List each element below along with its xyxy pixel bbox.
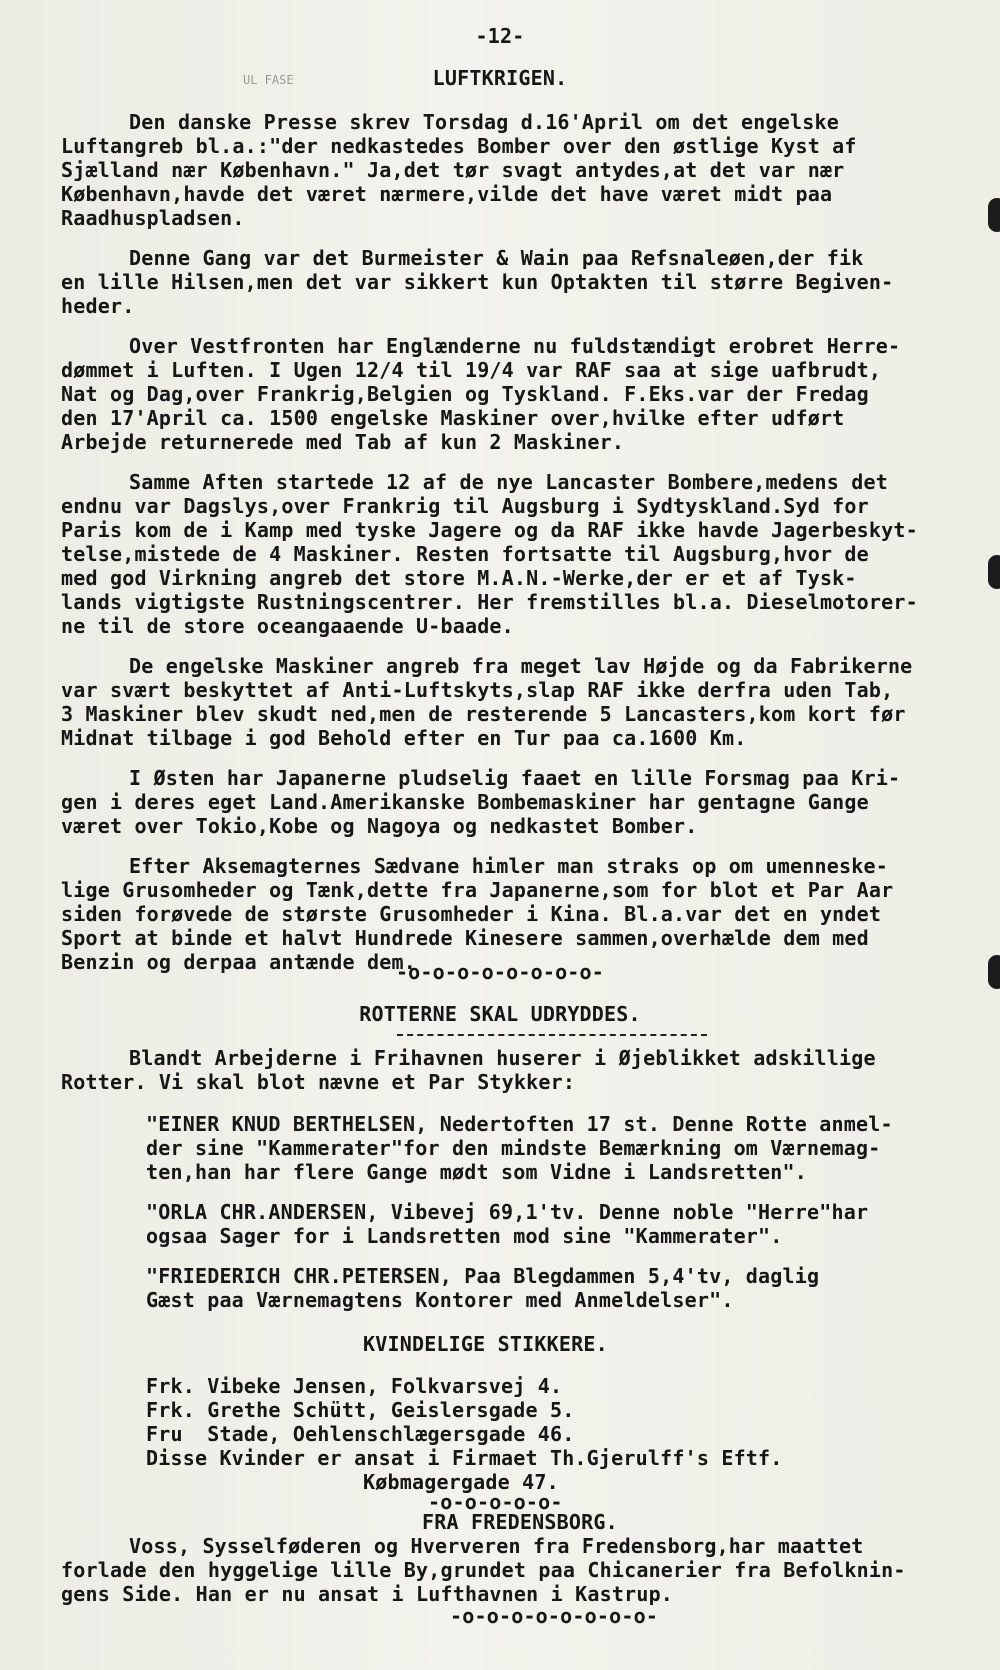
section-separator: -o-o-o-o-o-o-o-o-	[395, 960, 605, 984]
text-line: Midnat tilbage i god Behold efter en Tur paa ca.1600 Km.	[61, 726, 747, 750]
section-title-luftkrigen: LUFTKRIGEN.	[432, 66, 568, 90]
text-line: Sport at binde et halvt Hundrede Kinesere sammen,overhælde dem med	[61, 926, 869, 950]
text-line: Gæst paa Værnemagtens Kontorer med Anmeldelser".	[146, 1288, 734, 1312]
text-line: ten,han har flere Gange mødt som Vidne i Landsretten".	[146, 1160, 808, 1184]
text-line: "FRIEDERICH CHR.PETERSEN, Paa Blegdammen 5,4'tv, daglig	[146, 1264, 820, 1288]
text-line: Blandt Arbejderne i Frihavnen huserer i Øjeblikket adskillige	[129, 1046, 876, 1070]
text-line: Samme Aften startede 12 af de nye Lancaster Bombere,medens det	[129, 470, 888, 494]
text-line: endnu var Dagslys,over Frankrig til Augsburg i Sydtyskland.Syd for	[61, 494, 869, 518]
text-line: "ORLA CHR.ANDERSEN, Vibevej 69,1'tv. Denne noble "Herre"har	[146, 1200, 869, 1224]
text-line: 3 Maskiner blev skudt ned,men de resterende 5 Lancasters,kom kort før	[61, 702, 906, 726]
page-number: -12-	[475, 24, 525, 48]
list-item: Købmagergade 47.	[363, 1470, 559, 1494]
title-underline	[397, 1034, 707, 1036]
text-line: lige Grusomheder og Tænk,dette fra Japanerne,som for blot et Par Aar	[61, 878, 894, 902]
section-title-rotterne: ROTTERNE SKAL UDRYDDES.	[359, 1002, 641, 1026]
section-separator: -o-o-o-o-o-o-o-o-	[450, 1604, 659, 1628]
text-line: Den danske Presse skrev Torsdag d.16'April om det engelske	[129, 110, 839, 134]
faint-mark: UL FASE	[243, 73, 294, 87]
list-item: Disse Kvinder er ansat i Firmaet Th.Gjerulff's Eftf.	[146, 1446, 783, 1470]
text-line: I Østen har Japanerne pludselig faaet en lille Forsmag paa Kri-	[129, 766, 901, 790]
text-line: telse,mistede de 4 Maskiner. Resten fortsatte til Augsburg,hvor de	[61, 542, 869, 566]
text-line: Rotter. Vi skal blot nævne et Par Stykker:	[61, 1070, 576, 1094]
text-line: Arbejde returnerede med Tab af kun 2 Maskiner.	[61, 430, 625, 454]
text-line: Over Vestfronten har Englænderne nu fuldstændigt erobret Herre-	[129, 334, 901, 358]
list-item: Frk. Grethe Schütt, Geislersgade 5.	[146, 1398, 575, 1422]
text-line: med god Virkning angreb det store M.A.N.-Werke,der er et af Tysk-	[61, 566, 857, 590]
list-item: Frk. Vibeke Jensen, Folkvarsvej 4.	[146, 1374, 563, 1398]
text-line: ne til de store oceangaaende U-baade.	[61, 614, 514, 638]
text-line: heder.	[61, 294, 135, 318]
text-line: forlade den hyggelige lille By,grundet paa Chicanerier fra Befolknin-	[61, 1558, 906, 1582]
list-item: Fru Stade, Oehlenschlægersgade 46.	[146, 1422, 575, 1446]
punch-hole	[988, 198, 1000, 232]
text-line: siden forøvede de største Grusomheder i Kina. Bl.a.var det en yndet	[61, 902, 882, 926]
text-line: Voss, Sysselføderen og Hververen fra Fredensborg,har maattet	[129, 1534, 864, 1558]
section-title-stikkere: KVINDELIGE STIKKERE.	[363, 1332, 608, 1356]
text-line: Benzin og derpaa antænde dem.	[61, 950, 416, 974]
text-line: De engelske Maskiner angreb fra meget lav Højde og da Fabrikerne	[129, 654, 913, 678]
text-line: København,havde det været nærmere,vilde det have været midt paa	[61, 182, 833, 206]
text-line: Denne Gang var det Burmeister & Wain paa Refsnaleøen,der fik	[129, 246, 864, 270]
text-line: gen i deres eget Land.Amerikanske Bombemaskiner har gentagne Gange	[61, 790, 869, 814]
text-line: lands vigtigste Rustningscentrer. Her fremstilles bl.a. Dieselmotorer-	[61, 590, 918, 614]
text-line: Paris kom de i Kamp med tyske Jagere og da RAF ikke havde Jagerbeskyt-	[61, 518, 918, 542]
text-line: Nat og Dag,over Frankrig,Belgien og Tyskland. F.Eks.var der Fredag	[61, 382, 869, 406]
punch-hole	[988, 555, 1000, 589]
text-line: "EINER KNUD BERTHELSEN, Nedertoften 17 st. Denne Rotte anmel-	[146, 1112, 893, 1136]
section-title-fredensborg: FRA FREDENSBORG.	[422, 1510, 618, 1534]
text-line: den 17'April ca. 1500 engelske Maskiner over,hvilke efter udført	[61, 406, 845, 430]
text-line: var svært beskyttet af Anti-Luftskyts,slap RAF ikke derfra uden Tab,	[61, 678, 894, 702]
text-line: ogsaa Sager for i Landsretten mod sine "Kammerater".	[146, 1224, 783, 1248]
text-line: dømmet i Luften. I Ugen 12/4 til 19/4 var RAF saa at sige uafbrudt,	[61, 358, 882, 382]
text-line: der sine "Kammerater"for den mindste Bemærkning om Værnemag-	[146, 1136, 881, 1160]
text-line: gens Side. Han er nu ansat i Lufthavnen i Kastrup.	[61, 1582, 674, 1606]
text-line: Luftangreb bl.a.:"der nedkastedes Bomber over den østlige Kyst af	[61, 134, 857, 158]
text-line: Efter Aksemagternes Sædvane himler man straks op om umenneske-	[129, 854, 888, 878]
section-separator: -o-o-o-o-o-	[428, 1490, 563, 1514]
text-line: en lille Hilsen,men det var sikkert kun Optakten til større Begiven-	[61, 270, 894, 294]
text-line: Raadhuspladsen.	[61, 206, 245, 230]
text-line: Sjælland nær København." Ja,det tør svagt antydes,at det var nær	[61, 158, 845, 182]
text-line: været over Tokio,Kobe og Nagoya og nedkastet Bomber.	[61, 814, 698, 838]
